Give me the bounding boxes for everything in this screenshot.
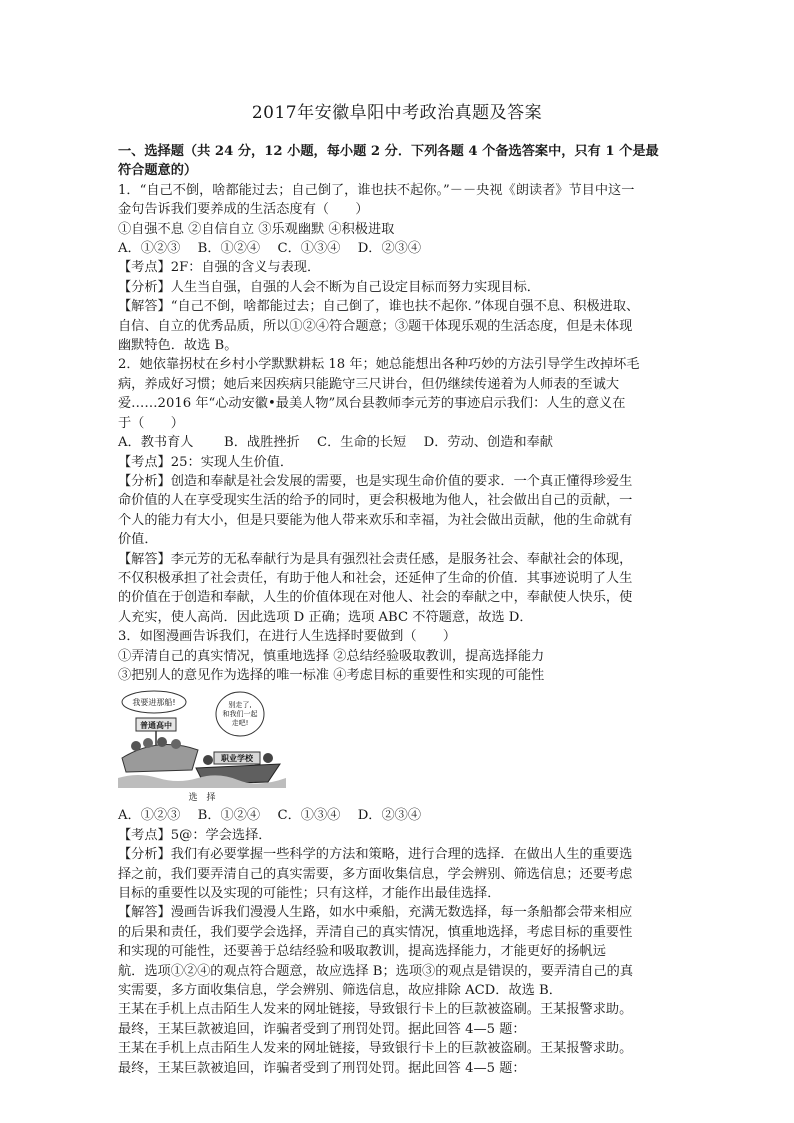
speech-bubble-right-line: 和我们一起 (222, 710, 258, 719)
text-line: 【解答】李元芳的无私奉献行为是具有强烈社会责任感，是服务社会、奉献社会的体现， (118, 551, 633, 567)
text-line: 【考点】25：实现人生价值． (118, 454, 294, 470)
text-line: 爱……2016 年“心动安徽•最美人物”凤台县教师李元芳的事迹启示我们：人生的意义在 (118, 396, 626, 412)
text-line: ①弄清自己的真实情况，慎重地选择 ②总结经验吸取教训，提高选择能力 (118, 648, 545, 664)
document-body (118, 142, 678, 1078)
text-line: 【解答】漫画告诉我们漫漫人生路，如水中乘船，充满无数选择，每一条船都会带来相应 (118, 905, 633, 921)
text-line: 目标的重要性以及实现的可能性；只有这样，才能作出最佳选择． (118, 886, 501, 901)
text-line: 【分析】人生当自强，自强的人会不断为自己设定目标而努力实现目标． (118, 279, 540, 295)
text-line: 【考点】5@：学会选择． (118, 827, 272, 843)
text-line: 于（ ） (118, 415, 184, 431)
text-line: A．教书育人 B．战胜挫折 C．生命的长短 D．劳动、创造和奉献 (118, 435, 553, 451)
text-line: 王某在手机上点击陌生人发来的网址链接，导致银行卡上的巨款被盗刷。王某报警求助。 (118, 1041, 633, 1057)
comic-illustration (118, 688, 286, 804)
text-line: A．①②③ B．①②④ C．①③④ D．②③④ (118, 241, 422, 257)
text-line: 人充实，使人高尚．因此选项 D 正确；选项 ABC 不符题意，故选 D． (118, 609, 533, 625)
text-line: 的后果和责任，我们要学会选择，弄清自己的真实情况，慎重地选择，考虑目标的重要性 (118, 924, 633, 940)
text-line: 航．选项①②④的观点符合题意，故应选择 B；选项③的观点是错误的，要弄清自己的真 (118, 963, 634, 979)
text-line: 不仅积极承担了社会责任，有助于他人和社会，还延伸了生命的价值．其事迹说明了人生 (118, 570, 633, 586)
text-line: 的价值在于创造和奉献，人生的价值体现在对他人、社会的奉献之中，奉献使人快乐，使 (118, 590, 633, 606)
text-line: 【考点】2F：自强的含义与表现． (118, 260, 321, 276)
text-line: 实需要，多方面收集信息，学会辨别、筛选信息，故应排除 ACD．故选 B． (118, 983, 562, 999)
text-line: 最终，王某巨款被追回，诈骗者受到了刑罚处罚。据此回答 4—5 题： (118, 1060, 526, 1076)
text-line: 自信、自立的优秀品质，所以①②④符合题意；③题干体现乐观的生活态度，但是未体现 (118, 318, 633, 334)
text-line: 【分析】我们有必要掌握一些科学的方法和策略，进行合理的选择．在做出人生的重要选 (118, 847, 633, 863)
text-line: 价值． (118, 532, 158, 548)
text-line: 幽默特色．故选 B。 (118, 338, 238, 354)
comic-caption: 选 择 (188, 793, 216, 804)
text-line: 【解答】“自己不倒，啥都能过去；自己倒了，谁也扶不起你．”体现自强不息、积极进取、 (118, 299, 640, 315)
text-line: 和实现的可能性，还要善于总结经验和吸取教训，提高选择能力，才能更好的扬帆远 (118, 944, 606, 960)
speech-bubble-right-line: 别走了, (228, 701, 252, 710)
section-heading: 一、选择题（共 24 分，12 小题，每小题 2 分．下列各题 4 个备选答案中，只有 1 个是最 (118, 144, 659, 159)
comic-drawing (118, 688, 286, 804)
boat-sign-text: 职业学校 (221, 754, 253, 764)
text-line: 2．她依靠拐杖在乡村小学默默耕耘 18 年；她总能想出各种巧妙的方法引导学生改掉坏毛 (118, 357, 640, 373)
text-line: 病，养成好习惯；她后来因疾病只能跪守三尺讲台，但仍继续传递着为人师表的至诚大 (118, 376, 620, 392)
text-line: ①自强不息 ②自信自立 ③乐观幽默 ④积极进取 (118, 221, 395, 237)
text-line: 【分析】创造和奉献是社会发展的需要，也是实现生命价值的要求．一个真正懂得珍爱生 (118, 473, 633, 489)
text-line: ③把别人的意见作为选择的唯一标准 ④考虑目标的重要性和实现的可能性 (118, 667, 545, 683)
page-title: 2017年安徽阜阳中考政治真题及答案 (251, 103, 543, 123)
text-line: 个人的能力有大小，但是只要能为他人带来欢乐和幸福，为社会做出贡献，他的生命就有 (118, 512, 633, 528)
school-sign-text: 普通高中 (140, 721, 172, 731)
speech-bubble-right-line: 走吧! (231, 719, 249, 728)
text-line: 1．“自己不倒，啥都能过去；自己倒了，谁也扶不起你。”－－央视《朗读者》节目中这一 (118, 182, 635, 198)
text-line: 王某在手机上点击陌生人发来的网址链接，导致银行卡上的巨款被盗刷。王某报警求助。 (118, 1002, 633, 1018)
text-line: 择之前，我们要弄清自己的真实需要，多方面收集信息，学会辨别、筛选信息；还要考虑 (118, 866, 633, 882)
text-line: 命价值的人在享受现实生活的给予的同时，更会积极地为他人，社会做出自己的贡献，一 (118, 493, 633, 509)
text-line: 3．如图漫画告诉我们，在进行人生选择时要做到（ ） (118, 629, 457, 645)
text-line: 最终，王某巨款被追回，诈骗者受到了刑罚处罚。据此回答 4—5 题： (118, 1021, 526, 1037)
text-line: A．①②③ B．①②④ C．①③④ D．②③④ (118, 808, 422, 824)
section-heading-cont: 符合题意的） (118, 163, 198, 179)
text-line: 金句告诉我们要养成的生活态度有（ ） (118, 202, 369, 218)
speech-bubble-left-text: 我要进那船! (132, 698, 176, 708)
